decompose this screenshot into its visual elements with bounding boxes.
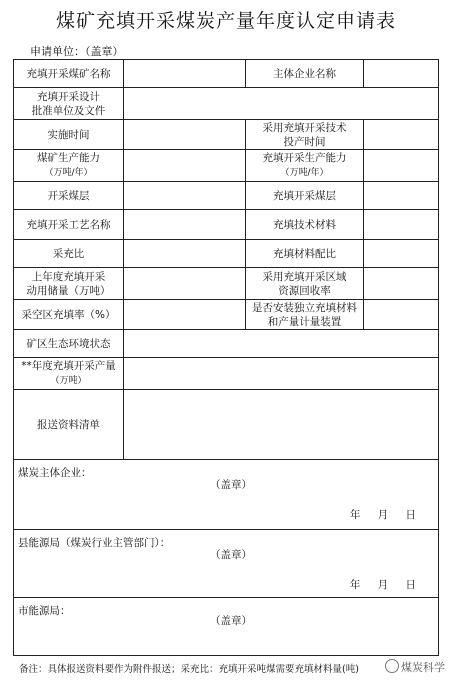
table-row: [14, 182, 439, 210]
application-form-table: [13, 59, 439, 656]
field-production-start-time[interactable]: [364, 120, 439, 150]
field-process-name[interactable]: [124, 210, 246, 240]
signature-block-enterprise[interactable]: [14, 460, 439, 530]
table-row: [14, 60, 439, 88]
field-design-approval[interactable]: [124, 88, 439, 120]
field-material-mix-ratio[interactable]: [364, 240, 439, 268]
label-metering-device: 是否安装独立充填材料 和产量计量装置: [246, 300, 364, 330]
form-title: 煤矿充填开采煤炭产量年度认定申请表: [55, 10, 396, 32]
field-fill-material[interactable]: [364, 210, 439, 240]
table-row: [14, 598, 439, 656]
signer-label: 煤炭主体企业：: [18, 467, 92, 479]
label-design-approval: 充填开采设计 批准单位及文件: [14, 88, 124, 120]
table-row: [14, 268, 439, 300]
field-annual-output[interactable]: [124, 358, 439, 390]
label-submission-list: 报送资料清单: [14, 390, 124, 460]
label-mine-capacity: 煤矿生产能力 （万吨/年）: [14, 150, 124, 182]
wechat-icon: [385, 659, 399, 673]
label-recovery-rate: 采用充填开采区域 资源回收率: [246, 268, 364, 300]
signature-block-county-bureau[interactable]: [14, 530, 439, 598]
label-material-mix-ratio: 充填材料配比: [246, 240, 364, 268]
table-row: [14, 358, 439, 390]
label-production-start-time: 采用充填开采技术 投产时间: [246, 120, 364, 150]
watermark-label: 煤炭科学: [401, 661, 445, 674]
date-label: 年 月 日: [349, 509, 416, 521]
field-mining-fill-ratio[interactable]: [124, 240, 246, 268]
label-fill-seam: 充填开采煤层: [246, 182, 364, 210]
footnote: 备注：具体报送资料要作为附件报送；采充比：充填开采吨煤需要充填材料量(吨): [19, 664, 359, 675]
table-row: [14, 460, 439, 530]
label-mining-seam: 开采煤层: [14, 182, 124, 210]
field-implementation-time[interactable]: [124, 120, 246, 150]
field-mine-name[interactable]: [124, 60, 246, 88]
label-reserves-used: 上年度充填开采 动用储量（万吨）: [14, 268, 124, 300]
signer-label: 市能源局：: [18, 605, 71, 617]
field-submission-list[interactable]: [124, 390, 439, 460]
field-reserves-used[interactable]: [124, 268, 246, 300]
table-row: [14, 530, 439, 598]
field-enterprise-name[interactable]: [364, 60, 439, 88]
table-row: [14, 300, 439, 330]
table-row: [14, 150, 439, 182]
label-goaf-fill-rate: 采空区充填率（%）: [14, 300, 124, 330]
field-mine-capacity[interactable]: [124, 150, 246, 182]
label-enterprise-name: 主体企业名称: [246, 60, 364, 88]
table-row: [14, 120, 439, 150]
label-process-name: 充填开采工艺名称: [14, 210, 124, 240]
field-fill-seam[interactable]: [364, 182, 439, 210]
field-goaf-fill-rate[interactable]: [124, 300, 246, 330]
label-mining-fill-ratio: 采充比: [14, 240, 124, 268]
seal-label: （盖章）: [210, 549, 252, 561]
table-row: [14, 88, 439, 120]
label-fill-capacity: 充填开采生产能力 （万吨/年）: [246, 150, 364, 182]
field-fill-capacity[interactable]: [364, 150, 439, 182]
date-label: 年 月 日: [349, 579, 416, 591]
field-metering-device[interactable]: [364, 300, 439, 330]
seal-label: （盖章）: [210, 615, 252, 627]
signer-label: 县能源局（煤炭行业主管部门）：: [18, 537, 171, 549]
watermark: [382, 658, 448, 676]
table-row: [14, 240, 439, 268]
field-eco-status[interactable]: [124, 330, 439, 358]
label-mine-name: 充填开采煤矿名称: [14, 60, 124, 88]
label-annual-output: **年度充填开采产量 （万吨）: [14, 358, 124, 390]
field-recovery-rate[interactable]: [364, 268, 439, 300]
label-implementation-time: 实施时间: [14, 120, 124, 150]
signature-block-city-bureau[interactable]: [14, 598, 439, 656]
table-row: [14, 390, 439, 460]
label-fill-material: 充填技术材料: [246, 210, 364, 240]
seal-label: （盖章）: [210, 479, 252, 491]
field-mining-seam[interactable]: [124, 182, 246, 210]
applicant-unit: 申请单位：（盖章）: [30, 45, 124, 58]
table-row: [14, 210, 439, 240]
table-row: [14, 330, 439, 358]
label-eco-status: 矿区生态环境状态: [14, 330, 124, 358]
